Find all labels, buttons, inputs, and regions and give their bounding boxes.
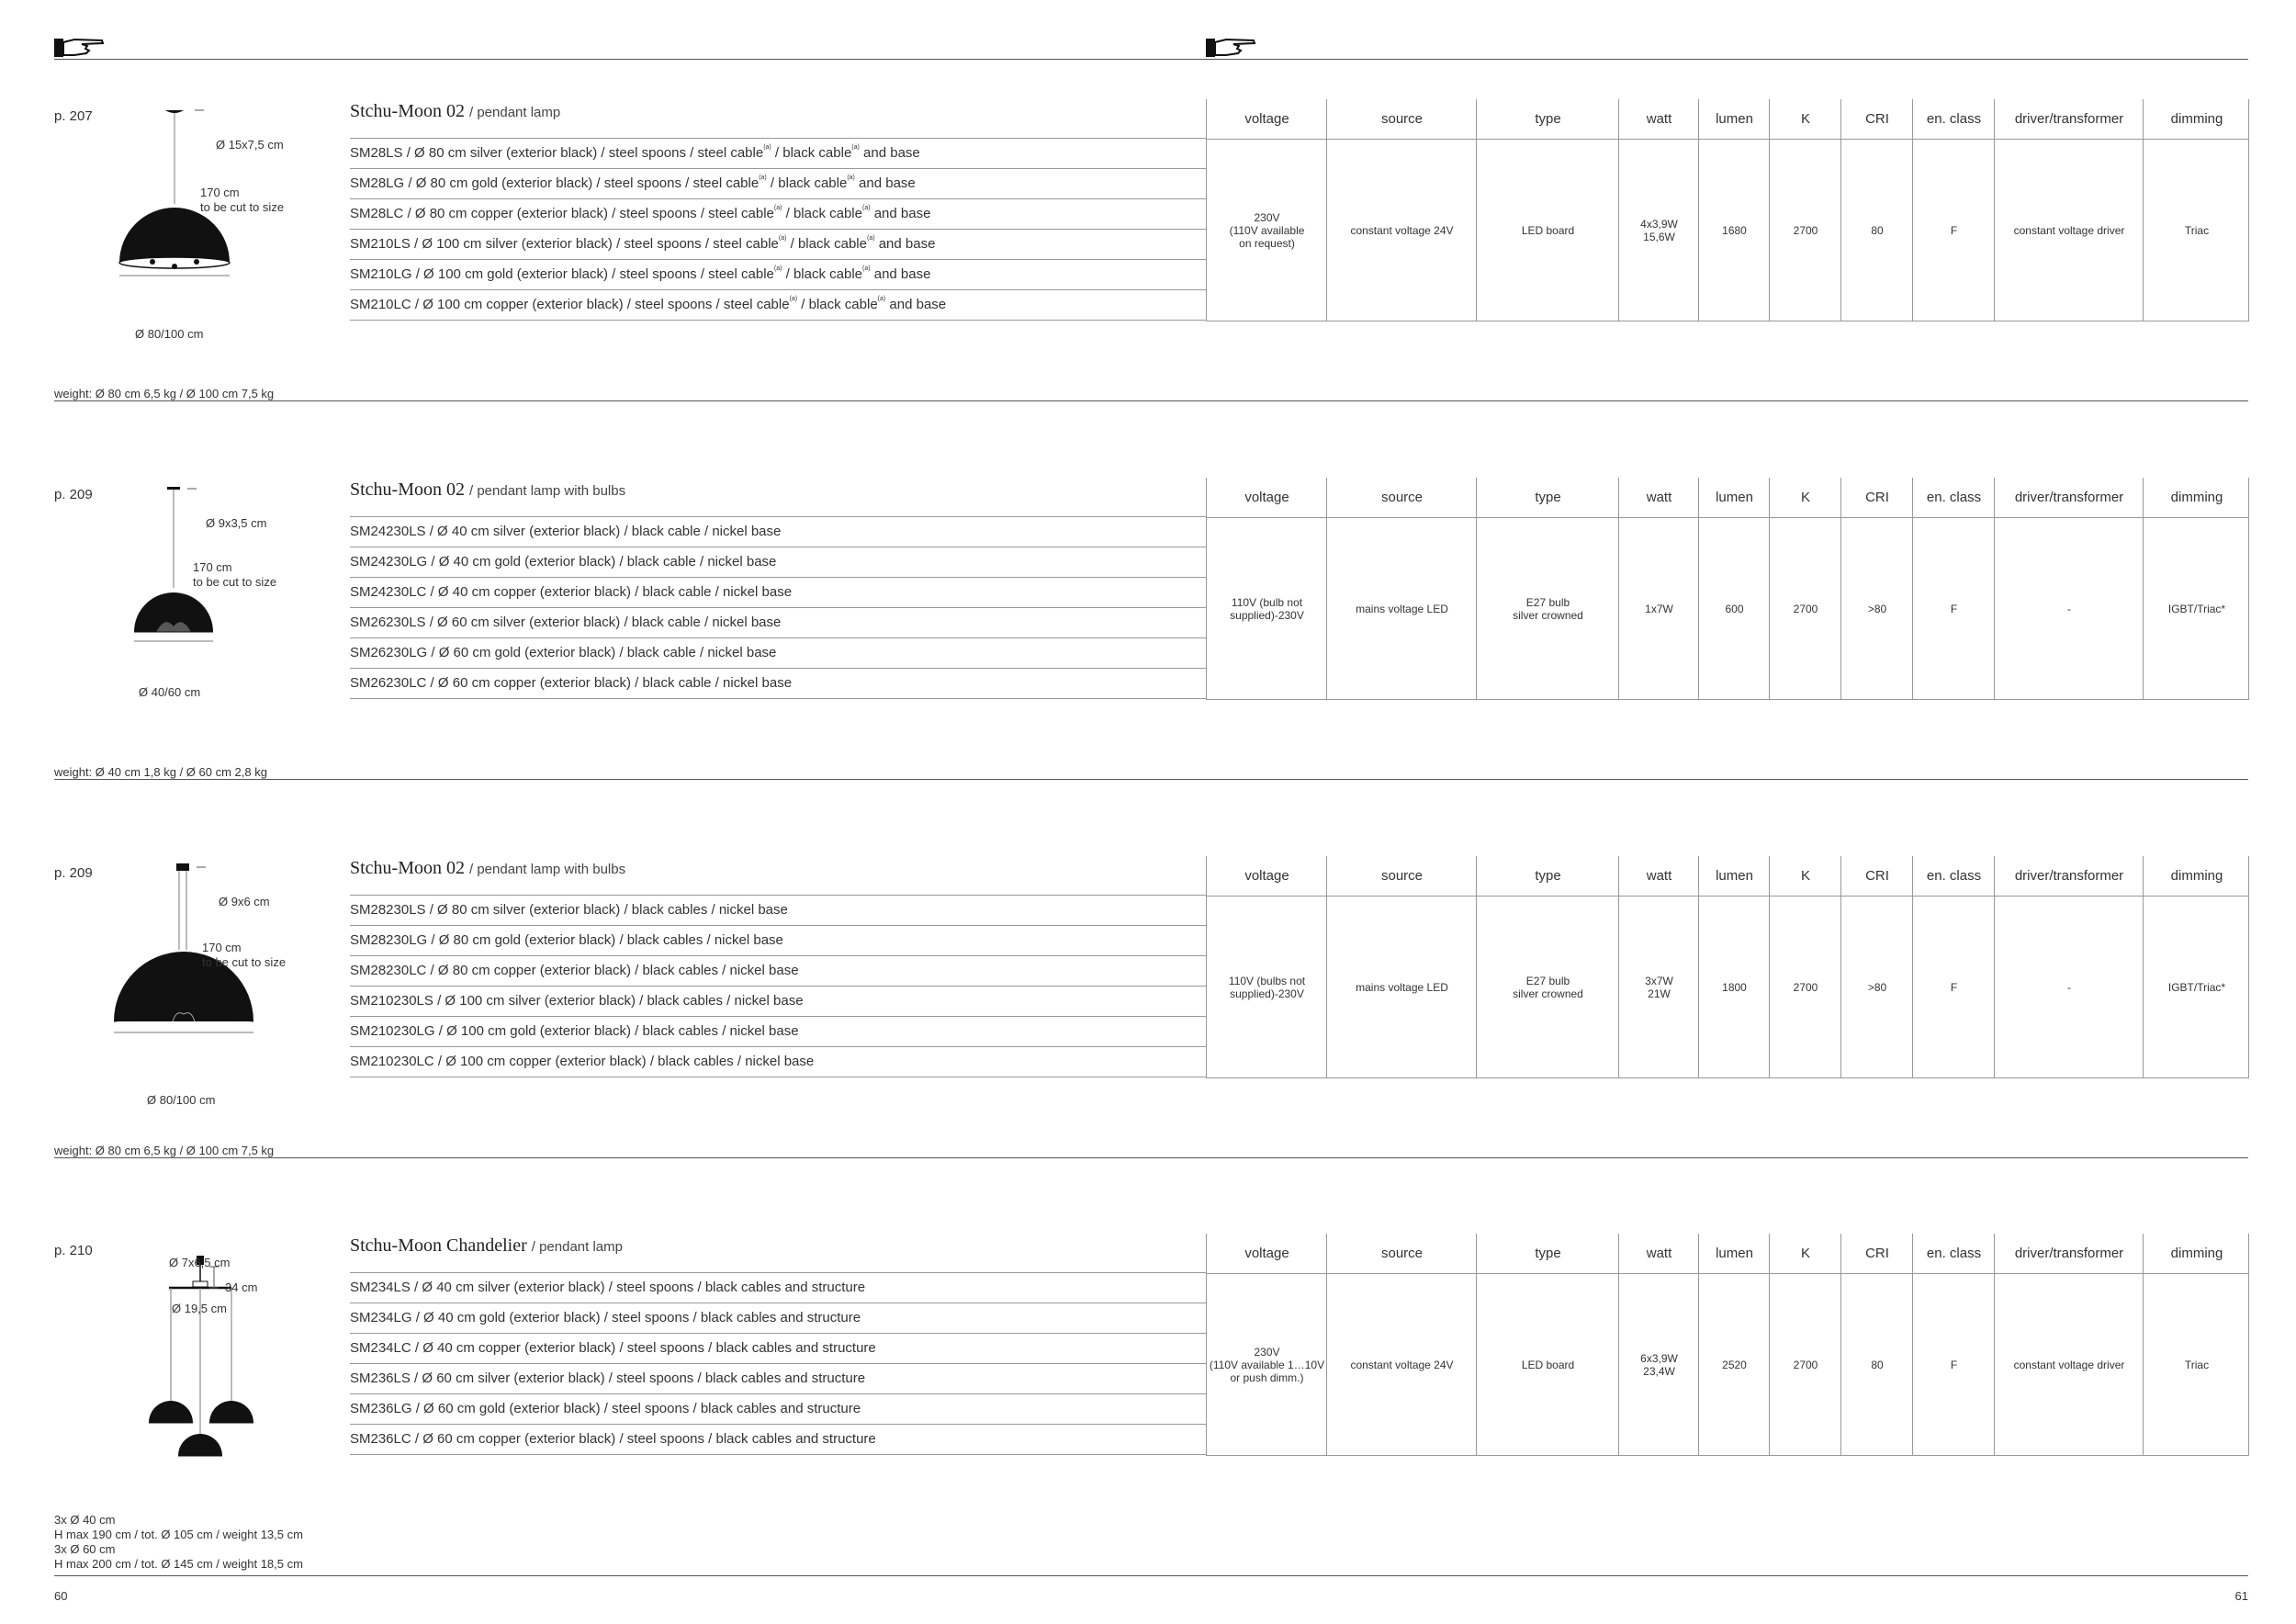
- table-row: SM210LC / Ø 100 cm copper (exterior black) / steel spoons / steel cable$^{(a)}$ / black cable$^{(a)}$ and base: [350, 290, 1206, 321]
- section-rule: [54, 779, 2248, 780]
- table-row: SM28LS / Ø 80 cm silver (exterior black) / steel spoons / steel cable$^{(a)}$ / black cable$^{(a)}$ and base: [350, 139, 1206, 169]
- spec-value: constant voltage 24V: [1326, 1274, 1477, 1455]
- diagram-top-dimension: Ø 7x6,5 cm: [169, 1256, 231, 1269]
- spec-value: F: [1912, 1274, 1995, 1455]
- spec-value: >80: [1840, 518, 1913, 699]
- table-row: SM28230LG / Ø 80 cm gold (exterior black) / black cables / nickel base: [350, 926, 1206, 956]
- product-name: Stchu-Moon 02: [350, 479, 469, 500]
- table-row: SM234LS / Ø 40 cm silver (exterior black) / steel spoons / black cables and structure: [350, 1273, 1206, 1303]
- spec-value: 2700: [1769, 518, 1841, 699]
- weight-note: weight: Ø 80 cm 6,5 kg / Ø 100 cm 7,5 kg: [54, 387, 275, 400]
- table-row: SM210LG / Ø 100 cm gold (exterior black) / steel spoons / steel cable$^{(a)}$ / black cable$^{(a)}$ and base: [350, 260, 1206, 290]
- diagram-top-dimension: Ø 15x7,5 cm: [216, 138, 284, 152]
- spec-header: type: [1476, 478, 1619, 518]
- diagram-cable-length: 170 cm to be cut to size: [193, 560, 277, 589]
- spec-value: Triac: [2143, 1274, 2250, 1455]
- spec-header: lumen: [1698, 99, 1770, 140]
- spec-header: source: [1326, 856, 1477, 897]
- spec-header: CRI: [1840, 1234, 1913, 1274]
- product-name: Stchu-Moon Chandelier: [350, 1235, 532, 1256]
- product-subtitle: / pendant lamp with bulbs: [469, 862, 626, 877]
- diagram-cable-length: 170 cm to be cut to size: [200, 186, 285, 214]
- table-row: SM24230LC / Ø 40 cm copper (exterior black) / black cable / nickel base: [350, 578, 1206, 608]
- spec-value: 110V (bulb not supplied)-230V: [1206, 518, 1327, 699]
- spec-header: type: [1476, 856, 1619, 897]
- lamp-diagram: [92, 101, 331, 358]
- spec-value: 2520: [1698, 1274, 1770, 1455]
- spec-rule: [1206, 1455, 2249, 1456]
- spec-value: constant voltage 24V: [1326, 140, 1477, 321]
- table-row: SM210230LG / Ø 100 cm gold (exterior black) / black cables / nickel base: [350, 1017, 1206, 1047]
- spec-rule: [2248, 478, 2249, 700]
- spec-value: 2700: [1769, 1274, 1841, 1455]
- spec-value: mains voltage LED: [1326, 518, 1477, 699]
- spec-value: constant voltage driver: [1994, 1274, 2144, 1455]
- table-row: SM236LS / Ø 60 cm silver (exterior black) / steel spoons / black cables and structure: [350, 1364, 1206, 1394]
- lamp-diagram: [92, 1235, 331, 1493]
- spec-value: Triac: [2143, 140, 2250, 321]
- spec-value: 1680: [1698, 140, 1770, 321]
- spec-value: 6x3,9W 23,4W: [1618, 1274, 1699, 1455]
- spec-value: constant voltage driver: [1994, 140, 2144, 321]
- spec-header: type: [1476, 99, 1619, 140]
- table-row: SM26230LC / Ø 60 cm copper (exterior black) / black cable / nickel base: [350, 669, 1206, 699]
- spec-value: 2700: [1769, 140, 1841, 321]
- product-title: [350, 479, 625, 501]
- diagram-top-dimension: Ø 9x6 cm: [219, 895, 270, 908]
- spec-rule: [2248, 1234, 2249, 1456]
- spec-header: voltage: [1206, 99, 1327, 140]
- spec-value: 4x3,9W 15,6W: [1618, 140, 1699, 321]
- spec-value: 1800: [1698, 897, 1770, 1077]
- spec-table: [1206, 99, 2249, 321]
- table-row: SM28230LS / Ø 80 cm silver (exterior black) / black cables / nickel base: [350, 896, 1206, 926]
- spec-rule: [2248, 99, 2249, 321]
- section-rule: [54, 1157, 2248, 1158]
- table-row: SM28LC / Ø 80 cm copper (exterior black) / steel spoons / steel cable$^{(a)}$ / black cable$^{(a)}$ and base: [350, 199, 1206, 230]
- section-rule: [54, 400, 2248, 401]
- header-rule: [54, 59, 2248, 60]
- spec-header: dimming: [2143, 478, 2250, 518]
- spec-header: voltage: [1206, 856, 1327, 897]
- spec-value: 1x7W: [1618, 518, 1699, 699]
- spec-value: F: [1912, 518, 1995, 699]
- page-reference: p. 209: [54, 865, 93, 881]
- product-subtitle: / pendant lamp: [469, 105, 561, 120]
- product-section: [0, 821, 2296, 1200]
- spec-value: 80: [1840, 1274, 1913, 1455]
- spec-table: [1206, 478, 2249, 700]
- product-title: [350, 101, 560, 122]
- table-row: SM28LG / Ø 80 cm gold (exterior black) / steel spoons / steel cable$^{(a)}$ / black cable$^{(a)}$ and base: [350, 169, 1206, 199]
- spec-rule: [1206, 1077, 2249, 1078]
- weight-note: weight: Ø 80 cm 6,5 kg / Ø 100 cm 7,5 kg: [54, 1144, 275, 1157]
- weight-note: 3x Ø 40 cm H max 190 cm / tot. Ø 105 cm / weight 13,5 cm 3x Ø 60 cm H max 200 cm / tot. Ø 145 cm / weight 18,5 cm: [54, 1513, 303, 1571]
- page-reference: p. 207: [54, 108, 93, 124]
- table-row: SM234LG / Ø 40 cm gold (exterior black) / steel spoons / black cables and structure: [350, 1303, 1206, 1334]
- spec-value: F: [1912, 140, 1995, 321]
- product-subtitle: / pendant lamp: [531, 1239, 623, 1255]
- spec-header: voltage: [1206, 1234, 1327, 1274]
- spec-value: 2700: [1769, 897, 1841, 1077]
- spec-header: driver/transformer: [1994, 99, 2144, 140]
- spec-value: 110V (bulbs not supplied)-230V: [1206, 897, 1327, 1077]
- spec-value: 3x7W 21W: [1618, 897, 1699, 1077]
- spec-table: [1206, 856, 2249, 1078]
- spec-value: LED board: [1476, 140, 1619, 321]
- spec-value: LED board: [1476, 1274, 1619, 1455]
- spec-value: >80: [1840, 897, 1913, 1077]
- table-row: SM26230LG / Ø 60 cm gold (exterior black) / black cable / nickel base: [350, 638, 1206, 669]
- spec-value: F: [1912, 897, 1995, 1077]
- table-row: SM210LS / Ø 100 cm silver (exterior black) / steel spoons / steel cable$^{(a)}$ / black cable$^{(a)}$ and base: [350, 230, 1206, 260]
- diagram-diameter: Ø 80/100 cm: [135, 327, 204, 341]
- spec-rule: [1206, 1273, 2249, 1274]
- page-reference: p. 209: [54, 487, 93, 502]
- spec-rule: [2248, 856, 2249, 1078]
- weight-note: weight: Ø 40 cm 1,8 kg / Ø 60 cm 2,8 kg: [54, 765, 267, 779]
- page-number-right: 61: [2234, 1589, 2248, 1603]
- spec-header: voltage: [1206, 478, 1327, 518]
- spec-header: source: [1326, 99, 1477, 140]
- table-row: SM210230LC / Ø 100 cm copper (exterior black) / black cables / nickel base: [350, 1047, 1206, 1077]
- spec-header: lumen: [1698, 1234, 1770, 1274]
- spec-rule: [1206, 896, 2249, 897]
- page-reference: p. 210: [54, 1243, 93, 1258]
- spec-value: E27 bulb silver crowned: [1476, 897, 1619, 1077]
- spec-value: 600: [1698, 518, 1770, 699]
- diagram-cable-length: 34 cm: [225, 1280, 258, 1294]
- spec-header: K: [1769, 99, 1841, 140]
- spec-header: en. class: [1912, 99, 1995, 140]
- spec-table: [1206, 1234, 2249, 1456]
- diagram-diameter: Ø 80/100 cm: [147, 1093, 216, 1107]
- spec-header: source: [1326, 478, 1477, 518]
- product-title: [350, 1235, 623, 1257]
- spec-header: lumen: [1698, 478, 1770, 518]
- spec-header: dimming: [2143, 99, 2250, 140]
- lamp-diagram: [92, 858, 331, 1115]
- product-subtitle: / pendant lamp with bulbs: [469, 483, 626, 499]
- spec-value: 230V (110V available on request): [1206, 140, 1327, 321]
- table-row: SM236LG / Ø 60 cm gold (exterior black) / steel spoons / black cables and structure: [350, 1394, 1206, 1425]
- spec-header: CRI: [1840, 856, 1913, 897]
- spec-value: 80: [1840, 140, 1913, 321]
- spec-header: K: [1769, 1234, 1841, 1274]
- spec-value: 230V (110V available 1…10V or push dimm.): [1206, 1274, 1327, 1455]
- table-row: SM24230LS / Ø 40 cm silver (exterior black) / black cable / nickel base: [350, 517, 1206, 547]
- product-name: Stchu-Moon 02: [350, 101, 469, 121]
- spec-value: IGBT/Triac*: [2143, 518, 2250, 699]
- product-name: Stchu-Moon 02: [350, 858, 469, 878]
- spec-header: K: [1769, 856, 1841, 897]
- spec-value: IGBT/Triac*: [2143, 897, 2250, 1077]
- spec-header: CRI: [1840, 478, 1913, 518]
- spec-header: dimming: [2143, 1234, 2250, 1274]
- spec-header: watt: [1618, 478, 1699, 518]
- spec-header: watt: [1618, 856, 1699, 897]
- spec-value: -: [1994, 518, 2144, 699]
- table-row: SM26230LS / Ø 60 cm silver (exterior black) / black cable / nickel base: [350, 608, 1206, 638]
- diagram-top-dimension: Ø 9x3,5 cm: [206, 516, 267, 530]
- section-rule: [54, 1575, 2248, 1576]
- product-section: [0, 443, 2296, 821]
- table-row: SM24230LG / Ø 40 cm gold (exterior black) / black cable / nickel base: [350, 547, 1206, 578]
- spec-header: lumen: [1698, 856, 1770, 897]
- spec-value: -: [1994, 897, 2144, 1077]
- product-title: [350, 858, 625, 879]
- spec-header: en. class: [1912, 856, 1995, 897]
- table-row: SM236LC / Ø 60 cm copper (exterior black) / steel spoons / black cables and structure: [350, 1425, 1206, 1455]
- spec-header: K: [1769, 478, 1841, 518]
- spec-header: CRI: [1840, 99, 1913, 140]
- spec-header: watt: [1618, 1234, 1699, 1274]
- spec-header: watt: [1618, 99, 1699, 140]
- spec-rule: [1206, 517, 2249, 518]
- page-number-left: 60: [54, 1589, 68, 1603]
- spec-value: mains voltage LED: [1326, 897, 1477, 1077]
- spec-rule: [1206, 699, 2249, 700]
- spec-header: en. class: [1912, 478, 1995, 518]
- table-row: SM234LC / Ø 40 cm copper (exterior black) / steel spoons / black cables and structure: [350, 1334, 1206, 1364]
- spec-value: E27 bulb silver crowned: [1476, 518, 1619, 699]
- diagram-diameter: Ø 40/60 cm: [139, 685, 201, 699]
- table-row: SM210230LS / Ø 100 cm silver (exterior black) / black cables / nickel base: [350, 987, 1206, 1017]
- table-row: SM28230LC / Ø 80 cm copper (exterior black) / black cables / nickel base: [350, 956, 1206, 987]
- spec-header: source: [1326, 1234, 1477, 1274]
- product-section: [0, 1199, 2296, 1577]
- spec-header: dimming: [2143, 856, 2250, 897]
- spec-header: driver/transformer: [1994, 478, 2144, 518]
- diagram-diameter: Ø 19,5 cm: [172, 1302, 227, 1315]
- spec-header: en. class: [1912, 1234, 1995, 1274]
- diagram-cable-length: 170 cm to be cut to size: [202, 941, 287, 969]
- product-section: [0, 64, 2296, 443]
- spec-header: type: [1476, 1234, 1619, 1274]
- spec-rule: [1206, 139, 2249, 140]
- spec-header: driver/transformer: [1994, 856, 2144, 897]
- spec-header: driver/transformer: [1994, 1234, 2144, 1274]
